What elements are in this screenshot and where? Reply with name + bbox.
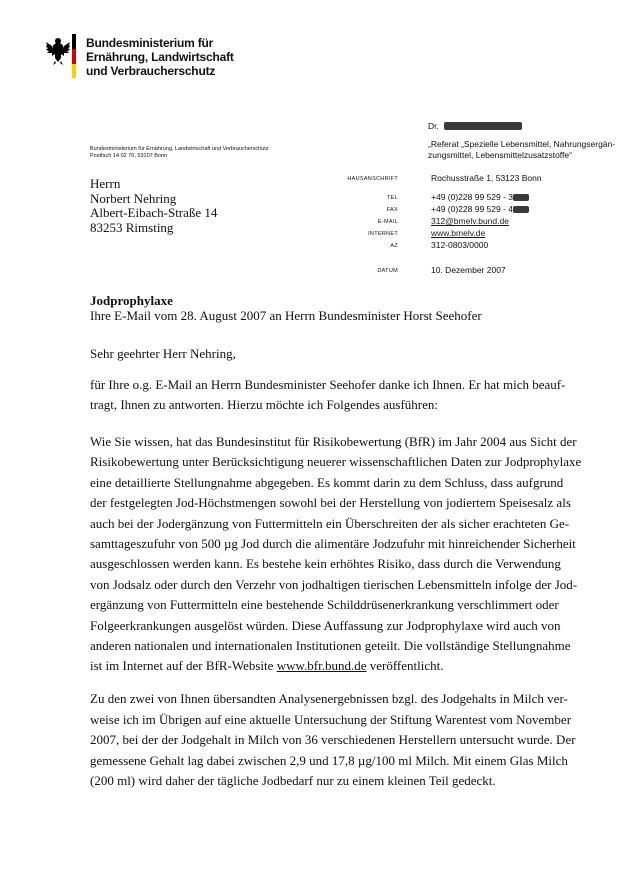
datum-label: DATUM bbox=[377, 268, 398, 274]
az-value: 312-0803/0000 bbox=[431, 240, 489, 250]
tel-number: +49 (0)228 99 529 - 3 bbox=[431, 192, 513, 202]
return-address-line-2: Postfach 14 02 70, 53107 Bonn bbox=[90, 153, 168, 159]
paragraph-line: Zu den zwei von Ihnen übersandten Analysenergebnissen bzgl. des Jodgehalts in Milch ver- bbox=[90, 691, 568, 706]
recipient-line-3: Albert-Eibach-Straße 14 bbox=[90, 205, 218, 220]
paragraph-line: eine detaillierte Stellungnahme abgegeben. Es kommt darin zu dem Schluss, dass aufgrund bbox=[90, 474, 564, 490]
subject-title: Jodprophylaxe bbox=[90, 293, 173, 308]
paragraph-line: Folgeerkrankungen ausgelöst würden. Diese Auffassung zur Jodprophylaxe wird auch von bbox=[90, 617, 561, 633]
paragraph-line: 2007, bei der der Jodgehalt in Milch von 36 verschiedenen Herstellern untersucht wurde. Der bbox=[90, 732, 576, 748]
redaction-mark bbox=[513, 194, 529, 201]
referat-line-1: „Referat „Spezielle Lebensmittel, Nahrungsergän- bbox=[428, 139, 616, 149]
paragraph-line: anderen nationalen und internationalen Institutionen geteilt. Die vollständige Stellungnahme bbox=[90, 638, 571, 654]
fax-value bbox=[431, 204, 529, 214]
hausanschrift-label: HAUSANSCHRIFT bbox=[347, 176, 398, 182]
paragraph-line: Wie Sie wissen, hat das Bundesinstitut für Risikobewertung (BfR) im Jahr 2004 aus Sicht der bbox=[90, 434, 577, 449]
ministry-line-3: und Verbraucherschutz bbox=[86, 64, 216, 78]
paragraph-text: ist im Internet auf der BfR-Website bbox=[90, 658, 277, 674]
paragraph-line: samttageszufuhr von 500 µg Jod durch die alimentäre Jodzufuhr mit hinreichender Sicherheit bbox=[90, 536, 576, 552]
redaction-mark bbox=[444, 122, 522, 130]
sender-title: Dr. bbox=[428, 121, 439, 131]
subject-line: Ihre E-Mail vom 28. August 2007 an Herrn Bundesminister Horst Seehofer bbox=[90, 307, 482, 323]
internet-link[interactable]: www.bmelv.de bbox=[431, 228, 486, 238]
ministry-name bbox=[86, 36, 234, 78]
sender-referat bbox=[428, 139, 618, 161]
flag-bar bbox=[72, 34, 76, 78]
referat-line-2: zungsmittel, Lebensmittelzusatzstoffe“ bbox=[428, 150, 572, 160]
paragraph-2 bbox=[90, 432, 610, 677]
bfr-website-link[interactable]: www.bfr.bund.de bbox=[276, 658, 367, 674]
paragraph-line bbox=[90, 656, 610, 676]
tel-value bbox=[431, 192, 529, 202]
subject-block bbox=[90, 294, 482, 323]
sender-name bbox=[428, 121, 522, 131]
ministry-line-2: Ernährung, Landwirtschaft bbox=[86, 50, 234, 64]
return-address bbox=[90, 146, 269, 160]
email-link[interactable]: 312@bmelv.bund.de bbox=[431, 216, 509, 226]
ministry-line-1: Bundesministerium für bbox=[86, 36, 214, 50]
paragraph-line: ausgeschlossen werden kann. Es bestehe kein erhöhtes Risiko, dass durch die Verwendung bbox=[90, 556, 561, 572]
hausanschrift-value: Rochusstraße 1, 53123 Bonn bbox=[431, 173, 542, 183]
internet-label: INTERNET bbox=[368, 231, 398, 237]
salutation: Sehr geehrter Herr Nehring, bbox=[90, 346, 236, 361]
paragraph-line: ergänzung von Futtermitteln eine bestehende Schilddrüsenerkrankung verschlimmert oder bbox=[90, 597, 559, 613]
az-label: AZ bbox=[390, 243, 398, 249]
recipient-line-4: 83253 Rimsting bbox=[90, 219, 174, 235]
tel-label: TEL bbox=[387, 195, 398, 201]
paragraph-3 bbox=[90, 689, 610, 792]
fax-label: FAX bbox=[386, 207, 398, 213]
paragraph-text: veröffentlicht. bbox=[366, 658, 444, 674]
paragraph-line: der festgelegten Jod-Höchstmengen sowohl bei der Herstellung von jodiertem Speisesalz als bbox=[90, 495, 571, 511]
datum-value: 10. Dezember 2007 bbox=[431, 265, 506, 275]
recipient-line-2: Norbert Nehring bbox=[90, 190, 177, 206]
redaction-mark bbox=[513, 206, 529, 213]
recipient-address bbox=[90, 177, 217, 235]
paragraph-line: auch bei der Jodergänzung von Futtermitteln ein Überschreiten der als sicher erachteten Ge- bbox=[90, 515, 570, 531]
paragraph-line: weise ich im Übrigen auf eine aktuelle Untersuchung der Stiftung Warentest vom November bbox=[90, 711, 572, 727]
recipient-line-1: Herrn bbox=[90, 176, 121, 191]
paragraph-1 bbox=[90, 375, 610, 415]
paragraph-line: Risikobewertung unter Berücksichtigung neuerer wissenschaftlichen Daten zur Jodprophylaxe bbox=[90, 454, 582, 470]
paragraph-line: (200 ml) wird daher der tägliche Jodbedarf nur zu einem kleinen Teil gedeckt. bbox=[90, 773, 496, 789]
return-address-line-1: Bundesministerium für Ernährung, Landwirtschaft und Verbraucherschutz bbox=[90, 146, 269, 152]
fax-number: +49 (0)228 99 529 - 4 bbox=[431, 204, 513, 214]
paragraph-line: gemessene Gehalt lag dabei zwischen 2,9 und 17,8 µg/100 ml Milch. Mit einem Glas Milch bbox=[90, 752, 568, 768]
federal-eagle-icon bbox=[46, 36, 70, 66]
paragraph-line: tragt, Ihnen zu antworten. Hierzu möchte ich Folgendes ausführen: bbox=[90, 397, 438, 412]
email-label: E-MAIL bbox=[377, 219, 398, 225]
paragraph-line: von Jodsalz oder durch den Verzehr von jodhaltigen tierischen Lebensmitteln infolge der Jod- bbox=[90, 576, 578, 592]
paragraph-line: für Ihre o.g. E-Mail an Herrn Bundesminister Seehofer danke ich Ihnen. Er hat mich beauf- bbox=[90, 377, 566, 392]
